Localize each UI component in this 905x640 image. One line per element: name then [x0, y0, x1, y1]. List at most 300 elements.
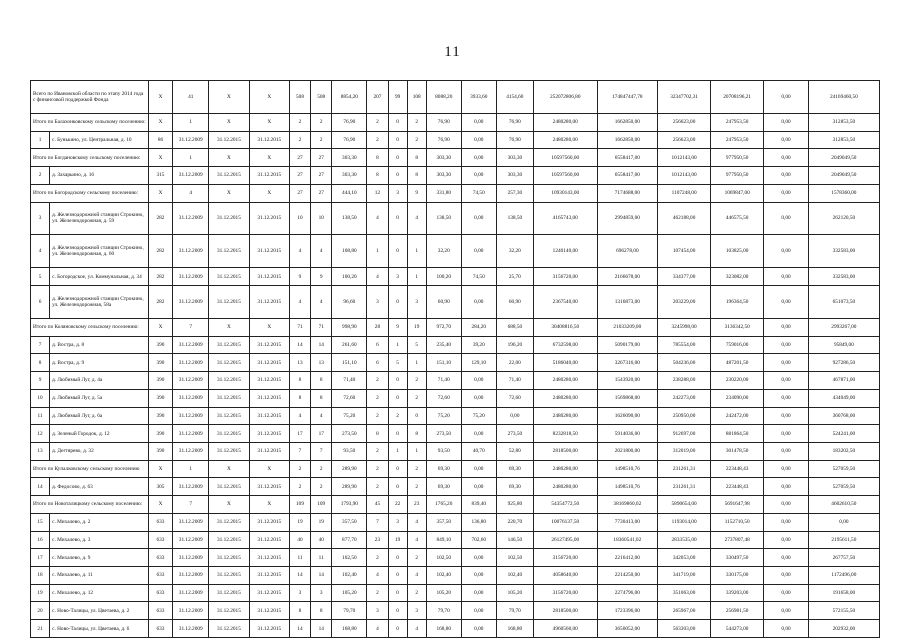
- table-cell: 168,80: [496, 620, 533, 638]
- table-cell: 10: [311, 202, 332, 235]
- table-cell: 446575,50: [711, 202, 764, 235]
- subtotal-row: [31, 318, 880, 336]
- table-row: [31, 235, 880, 268]
- table-cell: 31.12.2015: [209, 442, 249, 460]
- row-number: 5: [31, 268, 50, 286]
- table-cell: 8854,20: [332, 81, 367, 114]
- table-cell: 2: [367, 113, 388, 131]
- table-cell: 31.12.2015: [249, 131, 289, 149]
- table-cell: 74,50: [461, 184, 496, 202]
- table-cell: 0,00: [461, 584, 496, 602]
- table-cell: 282: [148, 268, 172, 286]
- table-cell: 977950,50: [711, 167, 764, 185]
- table-cell: 19: [311, 513, 332, 531]
- table-cell: 2: [367, 584, 388, 602]
- table-cell: 6: [367, 354, 388, 372]
- table-cell: 2480280,00: [533, 113, 597, 131]
- table-cell: 223448,43: [711, 460, 764, 478]
- table-cell: 31.12.2015: [209, 268, 249, 286]
- table-cell: 262120,50: [808, 202, 879, 235]
- row-address: д. Любимый Луг, д. 5а: [50, 389, 149, 407]
- row-number: 11: [31, 407, 50, 425]
- table-cell: 2480280,00: [533, 407, 597, 425]
- table-cell: 93,50: [332, 442, 367, 460]
- table-cell: 230220,00: [711, 372, 764, 390]
- table-cell: 312019,00: [658, 442, 711, 460]
- table-cell: 31.12.2015: [209, 478, 249, 496]
- table-cell: 2195611,50: [808, 531, 879, 549]
- table-row: [31, 478, 880, 496]
- table-cell: 4602610,50: [808, 496, 879, 514]
- table-cell: 998,90: [332, 318, 367, 336]
- table-cell: X: [148, 184, 172, 202]
- table-cell: 434049,00: [808, 389, 879, 407]
- table-cell: 3: [388, 513, 407, 531]
- row-address: с. Михалево, д. 3: [50, 531, 149, 549]
- row-label: Итого по Купалковскому сельскому поселению: [31, 460, 149, 478]
- table-cell: 76,90: [496, 131, 533, 149]
- row-number: 16: [31, 531, 50, 549]
- table-cell: 0,00: [764, 620, 809, 638]
- table-cell: 2: [367, 549, 388, 567]
- table-cell: 31.12.2015: [249, 167, 289, 185]
- table-cell: 76,90: [332, 131, 367, 149]
- table-cell: 0,00: [764, 372, 809, 390]
- table-cell: 4165743,00: [533, 202, 597, 235]
- table-cell: 303,30: [426, 149, 461, 167]
- table-cell: 0,00: [764, 549, 809, 567]
- table-cell: 1498510,76: [597, 460, 657, 478]
- table-cell: 10597560,00: [533, 167, 597, 185]
- table-cell: 99: [388, 81, 407, 114]
- table-cell: 31.12.2015: [209, 389, 249, 407]
- table-cell: 332583,00: [808, 268, 879, 286]
- table-cell: 651073,50: [808, 286, 879, 319]
- table-cell: 9: [289, 268, 310, 286]
- table-cell: 31.12.2009: [173, 372, 209, 390]
- table-cell: 31.12.2015: [249, 354, 289, 372]
- table-cell: 2480280,00: [533, 372, 597, 390]
- table-cell: 168,80: [426, 620, 461, 638]
- table-cell: 925,80: [496, 496, 533, 514]
- table-cell: 7: [173, 496, 209, 514]
- table-cell: 688,50: [496, 318, 533, 336]
- table-cell: 4: [311, 286, 332, 319]
- row-label: Итого по Новоталицкому сельскому поселению:: [31, 496, 149, 514]
- table-cell: 138,50: [496, 202, 533, 235]
- table-cell: 31.12.2009: [173, 389, 209, 407]
- table-cell: 31.12.2015: [249, 602, 289, 620]
- table-cell: 76,90: [426, 113, 461, 131]
- table-cell: 76,90: [332, 113, 367, 131]
- table-cell: 31.12.2015: [249, 531, 289, 549]
- table-cell: 4: [407, 620, 426, 638]
- table-cell: 2274796,00: [597, 584, 657, 602]
- table-cell: 14: [311, 567, 332, 585]
- table-cell: 2: [407, 549, 426, 567]
- table-row: [31, 602, 880, 620]
- table-cell: 79,70: [332, 602, 367, 620]
- row-label: Всего по Ивановской области по этапу 2014 года с финансовой поддержкой Фонда: [31, 81, 149, 114]
- table-cell: 6: [367, 336, 388, 354]
- table-row: [31, 268, 880, 286]
- table-cell: 105,20: [496, 584, 533, 602]
- table-cell: 0: [388, 202, 407, 235]
- table-cell: 2480280,00: [533, 478, 597, 496]
- table-cell: 247953,50: [711, 113, 764, 131]
- table-cell: 312853,50: [808, 131, 879, 149]
- table-cell: 0: [388, 584, 407, 602]
- table-cell: 31.12.2009: [173, 131, 209, 149]
- table-cell: 31.12.2009: [173, 286, 209, 319]
- table-cell: 0: [388, 620, 407, 638]
- table-cell: 4: [311, 235, 332, 268]
- table-cell: 2: [367, 389, 388, 407]
- row-number: 1: [31, 131, 50, 149]
- table-cell: 11: [311, 549, 332, 567]
- table-cell: 20708196,21: [711, 81, 764, 114]
- table-row: [31, 584, 880, 602]
- table-cell: 1569868,00: [597, 389, 657, 407]
- table-cell: 19: [289, 513, 310, 531]
- table-cell: 303,30: [332, 149, 367, 167]
- row-number: 18: [31, 567, 50, 585]
- table-cell: 14: [289, 620, 310, 638]
- table-cell: 2: [407, 113, 426, 131]
- table-cell: 71: [289, 318, 310, 336]
- table-row: [31, 286, 880, 319]
- table-cell: 696278,00: [597, 235, 657, 268]
- table-cell: 31.12.2015: [249, 372, 289, 390]
- table-cell: X: [148, 149, 172, 167]
- table-cell: 247953,50: [711, 131, 764, 149]
- table-cell: 31.12.2015: [249, 442, 289, 460]
- table-cell: 2: [367, 442, 388, 460]
- table-row: [31, 336, 880, 354]
- table-cell: 6558417,00: [597, 149, 657, 167]
- table-cell: 60,90: [426, 286, 461, 319]
- table-cell: 31.12.2009: [173, 584, 209, 602]
- table-cell: 151,10: [332, 354, 367, 372]
- table-cell: 7730413,00: [597, 513, 657, 531]
- table-cell: 31.12.2015: [209, 549, 249, 567]
- table-cell: 273,50: [426, 425, 461, 443]
- table-cell: 31.12.2015: [209, 407, 249, 425]
- table-cell: 31.12.2009: [173, 513, 209, 531]
- table-row: [31, 354, 880, 372]
- table-cell: 23: [367, 531, 388, 549]
- table-cell: 5090179,00: [597, 336, 657, 354]
- table-cell: 256623,00: [658, 113, 711, 131]
- table-cell: 31.12.2015: [209, 354, 249, 372]
- row-address: д. Любимый Луг, д. 4а: [50, 372, 149, 390]
- table-cell: 69,30: [496, 478, 533, 496]
- table-cell: 27: [289, 167, 310, 185]
- table-cell: 0,00: [461, 389, 496, 407]
- table-cell: 4: [289, 286, 310, 319]
- table-cell: X: [249, 496, 289, 514]
- table-cell: 146,50: [496, 531, 533, 549]
- table-cell: 31.12.2015: [249, 478, 289, 496]
- table-row: [31, 620, 880, 638]
- table-cell: 0: [388, 549, 407, 567]
- table-cell: 390: [148, 407, 172, 425]
- table-cell: 4: [367, 202, 388, 235]
- table-cell: 31.12.2015: [249, 235, 289, 268]
- table-cell: 2: [407, 389, 426, 407]
- table-cell: 109: [311, 496, 332, 514]
- table-cell: 95849,00: [808, 336, 879, 354]
- table-row: [31, 131, 880, 149]
- table-cell: 32,20: [426, 235, 461, 268]
- table-cell: 2818500,00: [533, 602, 597, 620]
- table-cell: 8: [311, 602, 332, 620]
- subtotal-row: [31, 184, 880, 202]
- table-cell: X: [249, 184, 289, 202]
- table-cell: 7: [367, 513, 388, 531]
- table-cell: 3: [388, 268, 407, 286]
- table-cell: X: [209, 184, 249, 202]
- table-cell: 265967,00: [658, 602, 711, 620]
- row-address: д. Федосово, д. 63: [50, 478, 149, 496]
- table-cell: 2480280,00: [533, 131, 597, 149]
- table-cell: 0,00: [764, 425, 809, 443]
- table-cell: 360768,00: [808, 407, 879, 425]
- row-number: 12: [31, 425, 50, 443]
- table-cell: 0,00: [764, 460, 809, 478]
- table-cell: 881864,50: [711, 425, 764, 443]
- table-cell: 76,90: [426, 131, 461, 149]
- table-cell: 5: [407, 336, 426, 354]
- table-cell: 3156720,00: [533, 268, 597, 286]
- table-cell: 2994859,00: [597, 202, 657, 235]
- table-cell: 2: [311, 478, 332, 496]
- table-cell: 289,90: [332, 460, 367, 478]
- table-cell: 0,00: [764, 81, 809, 114]
- table-cell: 31.12.2015: [209, 167, 249, 185]
- table-cell: 69,30: [426, 478, 461, 496]
- row-number: 6: [31, 286, 50, 319]
- table-cell: 31.12.2015: [209, 235, 249, 268]
- table-cell: 71: [311, 318, 332, 336]
- table-cell: 8: [289, 602, 310, 620]
- table-cell: 31.12.2015: [209, 286, 249, 319]
- table-cell: 0,00: [461, 425, 496, 443]
- table-cell: 390: [148, 442, 172, 460]
- table-cell: 1172496,00: [808, 567, 879, 585]
- table-cell: 6732598,00: [533, 336, 597, 354]
- table-cell: 0,00: [496, 407, 533, 425]
- table-cell: 282: [148, 235, 172, 268]
- table-cell: 527059,50: [808, 478, 879, 496]
- table-cell: 102,40: [496, 567, 533, 585]
- table-cell: 2: [407, 584, 426, 602]
- table-cell: 31.12.2015: [249, 336, 289, 354]
- table-cell: 390: [148, 425, 172, 443]
- table-cell: 2: [407, 372, 426, 390]
- table-cell: 633: [148, 531, 172, 549]
- table-cell: 18360541,02: [597, 531, 657, 549]
- row-address: д. Железнодорожной станции Строкино, ул. Железнодорожная, д. 59: [50, 202, 149, 235]
- table-cell: 785554,00: [658, 336, 711, 354]
- table-cell: 633: [148, 602, 172, 620]
- table-cell: 0: [388, 478, 407, 496]
- table-cell: 14: [289, 336, 310, 354]
- table-cell: 487201,50: [711, 354, 764, 372]
- table-cell: 4960560,00: [533, 620, 597, 638]
- table-cell: 303,30: [332, 167, 367, 185]
- table-row: [31, 372, 880, 390]
- table-cell: 31.12.2015: [209, 620, 249, 638]
- table-cell: 75,20: [332, 407, 367, 425]
- table-cell: 0,00: [461, 602, 496, 620]
- row-address: с. Михалево, д. 12: [50, 584, 149, 602]
- table-cell: 0,00: [764, 567, 809, 585]
- table-cell: 31.12.2009: [173, 336, 209, 354]
- table-cell: 252072806,80: [533, 81, 597, 114]
- table-cell: 31.12.2009: [173, 407, 209, 425]
- table-cell: 2216412,00: [597, 549, 657, 567]
- table-cell: 3650052,00: [597, 620, 657, 638]
- table-cell: 3: [367, 286, 388, 319]
- table-cell: 261,60: [332, 336, 367, 354]
- table-cell: 0,00: [764, 184, 809, 202]
- table-cell: X: [209, 113, 249, 131]
- table-cell: 315: [148, 167, 172, 185]
- row-address: д. Железнодорожной станции Строкино, ул. Железнодорожная, 58а: [50, 286, 149, 319]
- table-cell: 0,00: [461, 372, 496, 390]
- table-cell: 1: [388, 336, 407, 354]
- table-cell: 0,00: [764, 131, 809, 149]
- table-cell: 544273,00: [711, 620, 764, 638]
- table-cell: 31.12.2015: [249, 407, 289, 425]
- table-cell: 303,30: [496, 167, 533, 185]
- table-cell: 3: [311, 584, 332, 602]
- table-cell: 31.12.2015: [249, 389, 289, 407]
- table-cell: 2: [289, 478, 310, 496]
- row-address: д. Захарьино, д. 16: [50, 167, 149, 185]
- table-cell: X: [209, 318, 249, 336]
- table-cell: X: [209, 81, 249, 114]
- row-address: с. Ново-Талицы, ул. Цветаева, д. 6: [50, 620, 149, 638]
- table-cell: 1765,20: [426, 496, 461, 514]
- table-cell: 138,50: [332, 202, 367, 235]
- table-cell: 107454,00: [658, 235, 711, 268]
- table-cell: 0: [388, 113, 407, 131]
- table-cell: X: [249, 113, 289, 131]
- table-cell: 2: [407, 478, 426, 496]
- table-cell: 72,60: [426, 389, 461, 407]
- table-cell: 100,20: [332, 268, 367, 286]
- table-body: [31, 81, 880, 638]
- table-cell: 1069847,00: [711, 184, 764, 202]
- table-cell: 72,60: [332, 389, 367, 407]
- table-cell: 41: [173, 81, 209, 114]
- table-cell: 3156720,00: [533, 584, 597, 602]
- table-cell: X: [148, 81, 172, 114]
- table-cell: 2737807,48: [711, 531, 764, 549]
- table-cell: 19: [388, 531, 407, 549]
- table-cell: 972,70: [426, 318, 461, 336]
- table-cell: 1107248,00: [658, 184, 711, 202]
- table-cell: 31.12.2015: [249, 584, 289, 602]
- table-cell: 0,00: [764, 407, 809, 425]
- table-cell: 524241,00: [808, 425, 879, 443]
- table-cell: 109: [289, 496, 310, 514]
- table-cell: 1543920,00: [597, 372, 657, 390]
- row-address: д. Востра, д. 9: [50, 354, 149, 372]
- table-cell: X: [209, 496, 249, 514]
- table-cell: 1152710,50: [711, 513, 764, 531]
- row-number: 3: [31, 202, 50, 235]
- table-cell: 27: [289, 149, 310, 167]
- table-cell: 462188,00: [658, 202, 711, 235]
- table-cell: 31.12.2015: [249, 268, 289, 286]
- table-cell: 31.12.2015: [209, 425, 249, 443]
- table-cell: 102,50: [496, 549, 533, 567]
- table-cell: 1662850,00: [597, 113, 657, 131]
- table-cell: 927286,50: [808, 354, 879, 372]
- table-cell: 4: [173, 184, 209, 202]
- table-cell: 220,70: [496, 513, 533, 531]
- table-cell: 76,90: [496, 113, 533, 131]
- table-cell: 2480280,00: [533, 460, 597, 478]
- table-cell: 183202,50: [808, 442, 879, 460]
- table-cell: 196,20: [496, 336, 533, 354]
- table-cell: 563303,00: [658, 620, 711, 638]
- table-cell: 40: [289, 531, 310, 549]
- table-cell: 60,90: [496, 286, 533, 319]
- table-cell: 3156720,00: [533, 549, 597, 567]
- table-cell: 267757,50: [808, 549, 879, 567]
- table-cell: 2: [407, 460, 426, 478]
- row-address: с. Бунькино, ул. Центральная, д. 10: [50, 131, 149, 149]
- table-cell: X: [209, 460, 249, 478]
- table-cell: 1498510,76: [597, 478, 657, 496]
- table-row: [31, 567, 880, 585]
- table-cell: 0: [388, 167, 407, 185]
- table-cell: 256623,00: [658, 131, 711, 149]
- table-cell: 0: [388, 602, 407, 620]
- row-label: Итого по Коляновскому сельскому поселению:: [31, 318, 149, 336]
- table-cell: X: [249, 81, 289, 114]
- table-cell: 4: [407, 531, 426, 549]
- table-cell: 1: [407, 235, 426, 268]
- table-cell: 0: [388, 567, 407, 585]
- table-cell: 27: [311, 184, 332, 202]
- table-cell: 702,60: [461, 531, 496, 549]
- table-cell: 0,00: [764, 531, 809, 549]
- table-cell: 105,20: [332, 584, 367, 602]
- table-cell: 839,40: [461, 496, 496, 514]
- table-cell: 977950,50: [711, 149, 764, 167]
- table-cell: 1240140,00: [533, 235, 597, 268]
- table-cell: X: [249, 149, 289, 167]
- table-cell: 31.12.2015: [209, 602, 249, 620]
- table-cell: 31.12.2015: [249, 425, 289, 443]
- table-cell: 4058640,00: [533, 567, 597, 585]
- table-cell: 2833535,00: [658, 531, 711, 549]
- table-cell: 54354772,50: [533, 496, 597, 514]
- table-cell: 129,10: [461, 354, 496, 372]
- table-cell: 0,00: [461, 131, 496, 149]
- table-cell: 330497,50: [711, 549, 764, 567]
- table-cell: 4: [289, 407, 310, 425]
- table-cell: 2: [311, 460, 332, 478]
- table-cell: 390: [148, 354, 172, 372]
- table-cell: 7174688,00: [597, 184, 657, 202]
- row-number: 13: [31, 442, 50, 460]
